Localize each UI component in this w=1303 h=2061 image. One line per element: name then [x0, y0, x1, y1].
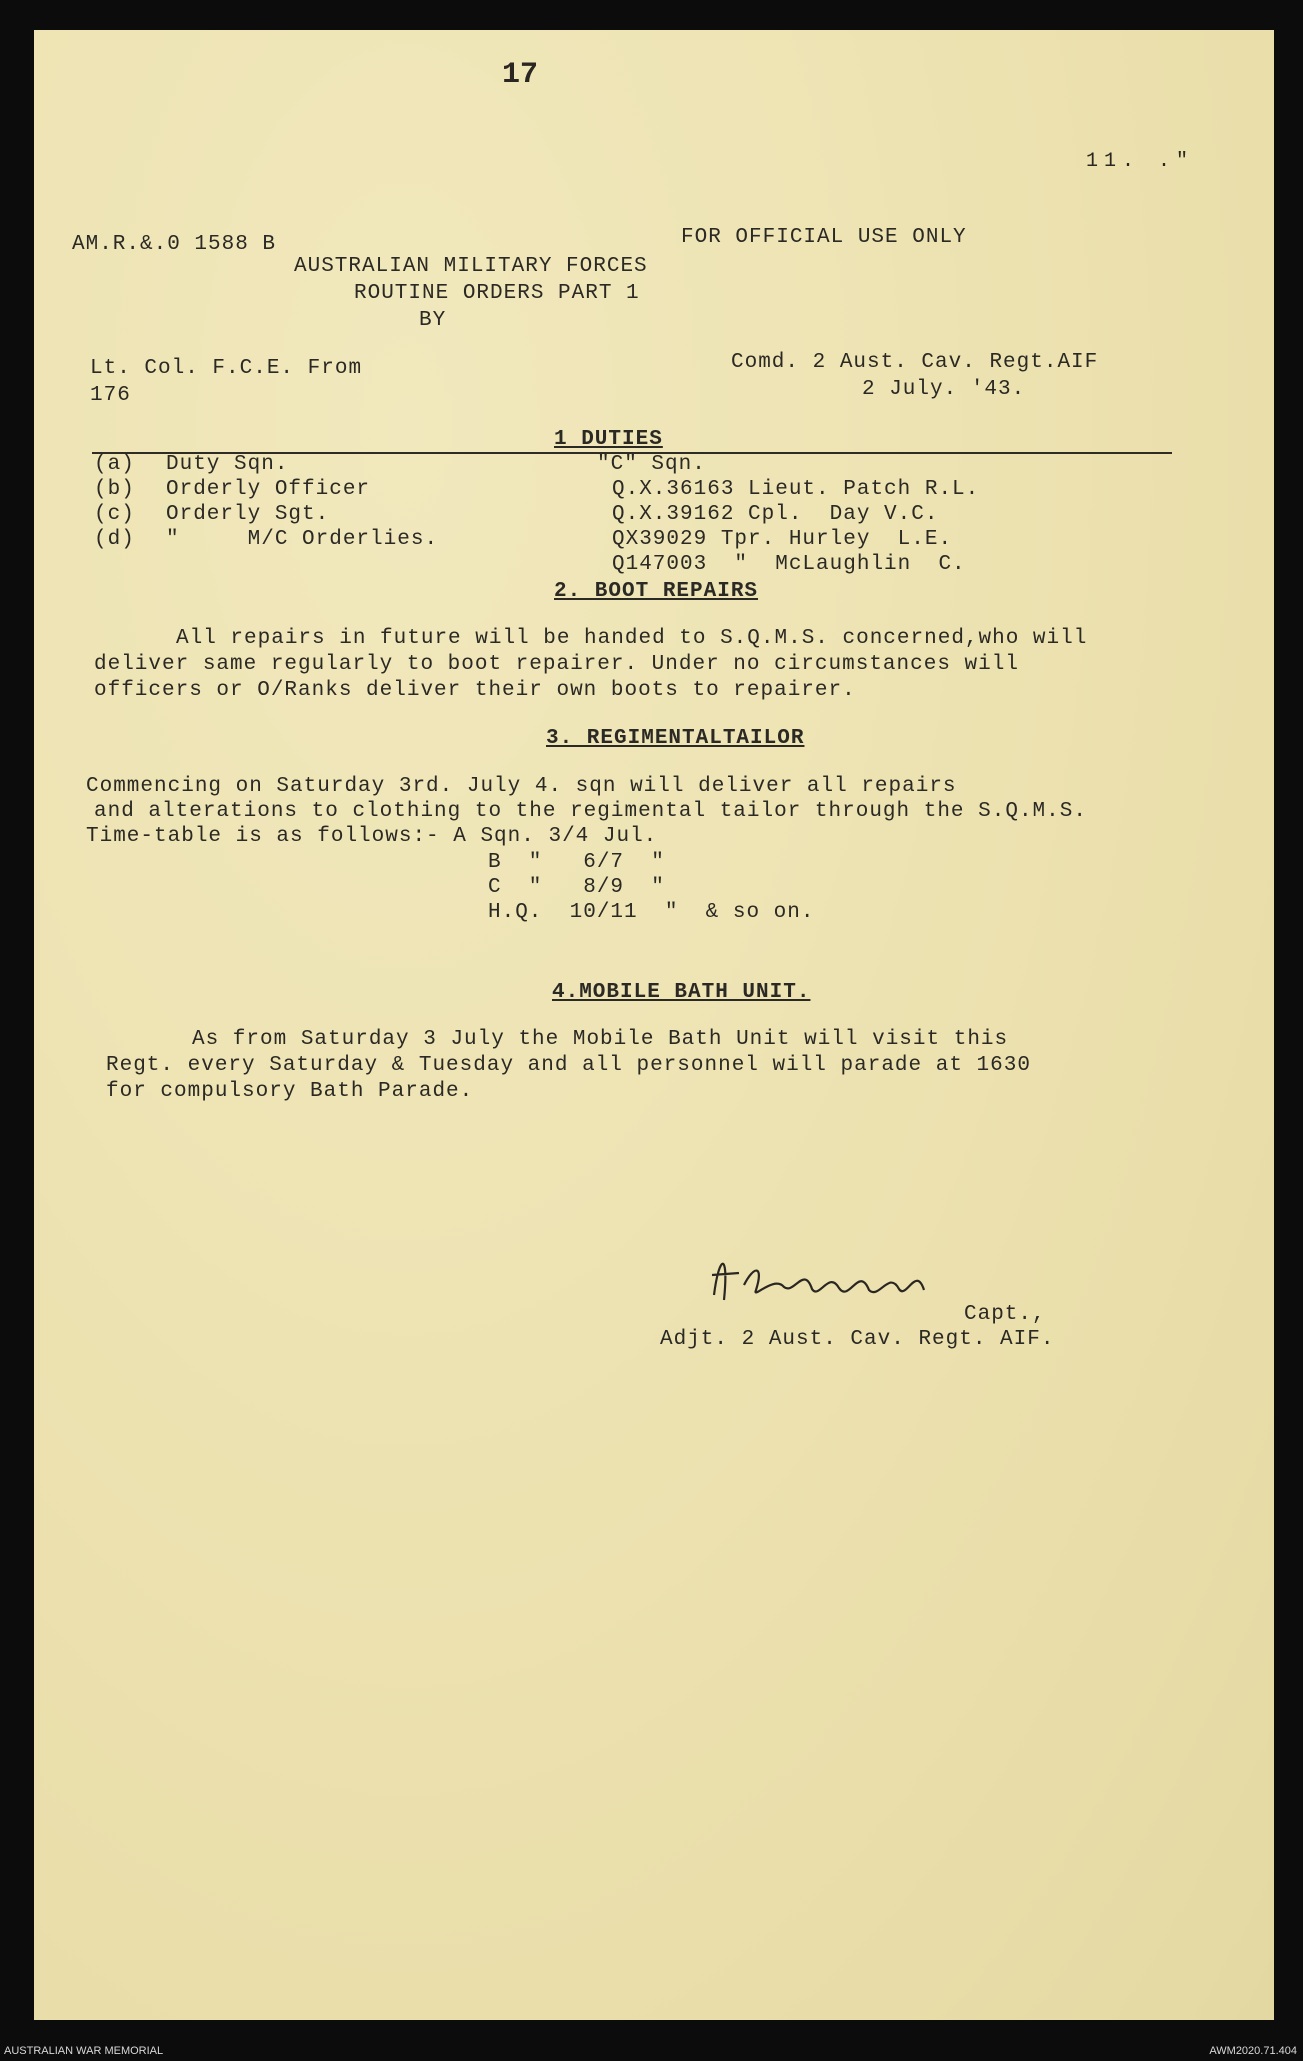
boot-repairs-line2: deliver same regularly to boot repairer. Under no circumstances will: [94, 653, 1019, 676]
duty-letter-c: (c): [94, 503, 135, 526]
tailor-heading: 3. REGIMENTALTAILOR: [546, 727, 805, 750]
boot-repairs-line3: officers or O/Ranks deliver their own boots to repairer.: [94, 679, 856, 702]
footer-archive-id: AWM2020.71.404: [1209, 2045, 1297, 2057]
issuer-number: 176: [90, 384, 131, 407]
bath-line3: for compulsory Bath Parade.: [106, 1080, 474, 1103]
document-title-line1: AUSTRALIAN MILITARY FORCES: [294, 255, 648, 278]
footer-archive-name: AUSTRALIAN WAR MEMORIAL: [4, 2045, 164, 2057]
duty-role-d: " M/C Orderlies.: [166, 528, 439, 551]
top-mark: 17: [502, 58, 539, 92]
document-page: [34, 30, 1274, 2020]
duty-role-c: Orderly Sgt.: [166, 503, 330, 526]
bath-heading: 4.MOBILE BATH UNIT.: [552, 981, 811, 1004]
reference-number: AM.R.&.0 1588 B: [72, 233, 277, 256]
order-date: 2 July. '43.: [862, 378, 1026, 401]
issuer-command: Comd. 2 Aust. Cav. Regt.AIF: [731, 351, 1099, 374]
tailor-schedule-c: C " 8/9 ": [488, 876, 665, 899]
classification: FOR OFFICIAL USE ONLY: [681, 226, 967, 249]
duty-who-extra: Q147003 " McLaughlin C.: [612, 553, 966, 576]
issuer-name: Lt. Col. F.C.E. From: [90, 357, 363, 380]
duty-who-d: QX39029 Tpr. Hurley L.E.: [612, 528, 953, 551]
tailor-line2: and alterations to clothing to the regimental tailor through the S.Q.M.S.: [94, 800, 1087, 823]
top-right-mark: 11. .": [1086, 150, 1195, 173]
duty-letter-b: (b): [94, 478, 135, 501]
duties-heading: 1 DUTIES: [554, 428, 663, 451]
duty-who-c: Q.X.39162 Cpl. Day V.C.: [612, 503, 939, 526]
bath-line1: As from Saturday 3 July the Mobile Bath Unit will visit this: [192, 1028, 1009, 1051]
tailor-schedule-b: B " 6/7 ": [488, 851, 665, 874]
boot-repairs-line1: All repairs in future will be handed to S.Q.M.S. concerned,who will: [176, 627, 1088, 650]
duties-sqn: "C" Sqn.: [597, 453, 706, 476]
duty-who-b: Q.X.36163 Lieut. Patch R.L.: [612, 478, 980, 501]
duty-letter-d: (d): [94, 528, 135, 551]
tailor-line3: Time-table is as follows:- A Sqn. 3/4 Jul.: [86, 825, 658, 848]
document-title-by: BY: [419, 309, 447, 332]
signature-line: Adjt. 2 Aust. Cav. Regt. AIF.: [660, 1328, 1055, 1351]
document-title-line2: ROUTINE ORDERS PART 1: [354, 282, 640, 305]
bath-line2: Regt. every Saturday & Tuesday and all personnel will parade at 1630: [106, 1054, 1031, 1077]
handwritten-signature: [694, 1245, 994, 1315]
signature-capt: Capt.,: [964, 1303, 1046, 1326]
boot-repairs-heading: 2. BOOT REPAIRS: [554, 580, 759, 603]
tailor-schedule-hq: H.Q. 10/11 " & so on.: [488, 901, 815, 924]
duty-role-a: Duty Sqn.: [166, 453, 289, 476]
duty-role-b: Orderly Officer: [166, 478, 371, 501]
duty-letter-a: (a): [94, 453, 135, 476]
tailor-line1: Commencing on Saturday 3rd. July 4. sqn will deliver all repairs: [86, 775, 957, 798]
